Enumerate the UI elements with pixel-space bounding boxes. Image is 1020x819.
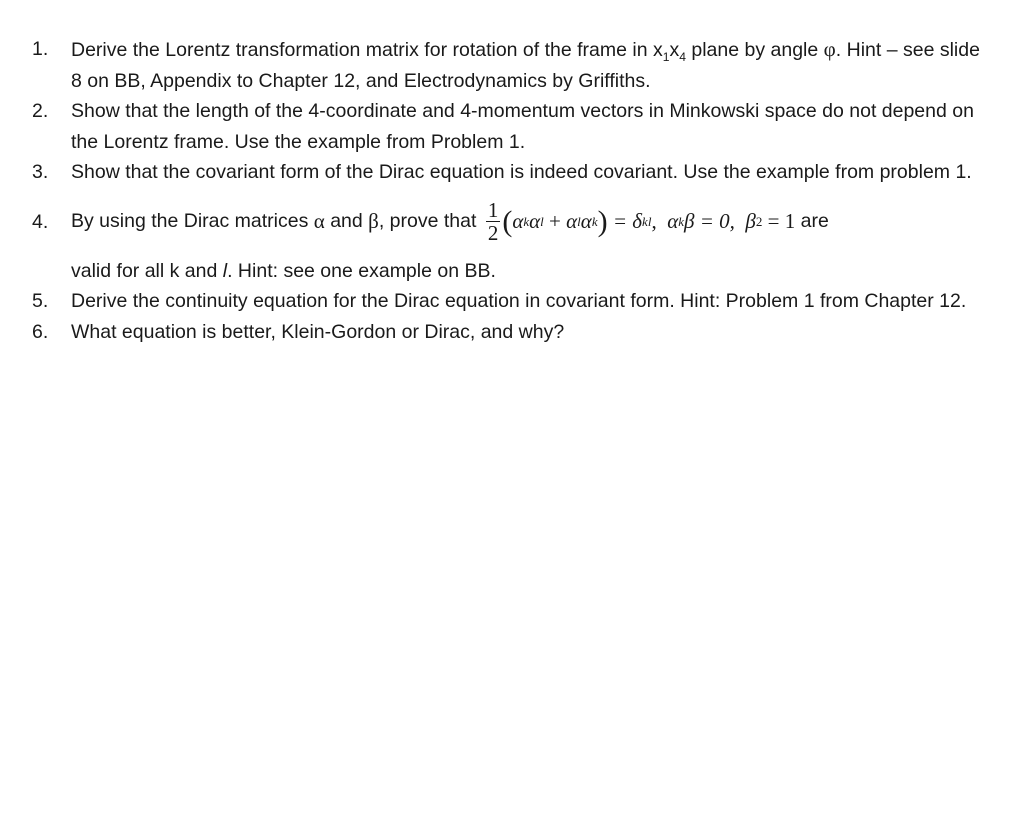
problem-number: 1. xyxy=(32,38,49,60)
problem-text: , prove that xyxy=(378,210,482,233)
anticommutation-equation: $\frac{1}{2}$ ( α k α l + α l α k ) = δ kl , α k β = 0, β 2 = 1 xyxy=(487,198,796,245)
fraction-denominator: 2 xyxy=(487,221,499,245)
problem-text: . Hint – see slide 8 on BB, Appendix to Chapter 12, and Electrodynamics by Griffiths. xyxy=(71,39,980,92)
problem-5 xyxy=(0,286,1020,317)
problem-text: By using the Dirac matrices xyxy=(71,210,314,233)
problem-3 xyxy=(0,157,1020,188)
beta-symbol: β xyxy=(368,209,379,234)
problem-text: and xyxy=(324,210,369,233)
problem-number: 6. xyxy=(32,320,49,343)
problem-number: 4. xyxy=(32,210,49,233)
problem-4-second-line xyxy=(71,256,980,287)
problem-1 xyxy=(0,34,1020,96)
problem-text: are xyxy=(795,210,829,233)
problem-text: Show that the covariant form of the Dirac equation is indeed covariant. Use the example from problem 1. xyxy=(71,161,972,183)
problem-text: x xyxy=(669,39,680,61)
alpha-k: α xyxy=(512,209,524,234)
problem-text: plane by angle xyxy=(685,39,824,61)
open-paren: ( xyxy=(502,205,513,239)
problem-4 xyxy=(0,188,1020,287)
problem-6 xyxy=(0,317,1020,348)
alpha-l: α xyxy=(566,209,578,234)
fraction-numerator: 1 xyxy=(487,198,499,222)
subscript: 4 xyxy=(679,49,686,64)
problem-number: 3. xyxy=(32,161,49,183)
equals-one: = 1 xyxy=(762,209,796,234)
problem-text: What equation is better, Klein-Gordon or Dirac, and why? xyxy=(71,320,565,343)
problem-number: 2. xyxy=(32,100,49,122)
problem-text: Derive the Lorentz transformation matrix for rotation of the frame in x xyxy=(71,39,663,61)
problem-4-equation-line xyxy=(32,188,980,256)
alpha-symbol: α xyxy=(313,209,325,234)
equals-delta: = δ xyxy=(607,209,643,234)
subscript: 1 xyxy=(662,49,670,64)
close-paren: ) xyxy=(597,205,608,239)
fraction-one-half xyxy=(486,199,501,244)
problem-2 xyxy=(0,96,1020,157)
separator: , xyxy=(651,209,668,234)
italic-l: l xyxy=(222,259,228,282)
alpha-l: α xyxy=(529,209,541,234)
alpha-k: α xyxy=(580,209,592,234)
alpha-k: α xyxy=(667,209,679,234)
problem-text: . Hint: see one example on BB. xyxy=(227,259,496,282)
phi-symbol: φ xyxy=(823,37,836,61)
problem-text: Derive the continuity equation for the Dirac equation in covariant form. Hint: Problem 1 from Chapter 12. xyxy=(71,290,967,312)
problem-list xyxy=(0,34,1020,347)
problem-number: 5. xyxy=(32,290,49,312)
problem-text: valid for all k and xyxy=(71,259,223,282)
plus-sign: + xyxy=(543,209,567,234)
beta-relations: β = 0, β xyxy=(684,209,756,234)
problem-text: Show that the length of the 4-coordinate and 4-momentum vectors in Minkowski space do not depend on the Lorentz frame. Use the example from Problem 1. xyxy=(71,100,974,153)
